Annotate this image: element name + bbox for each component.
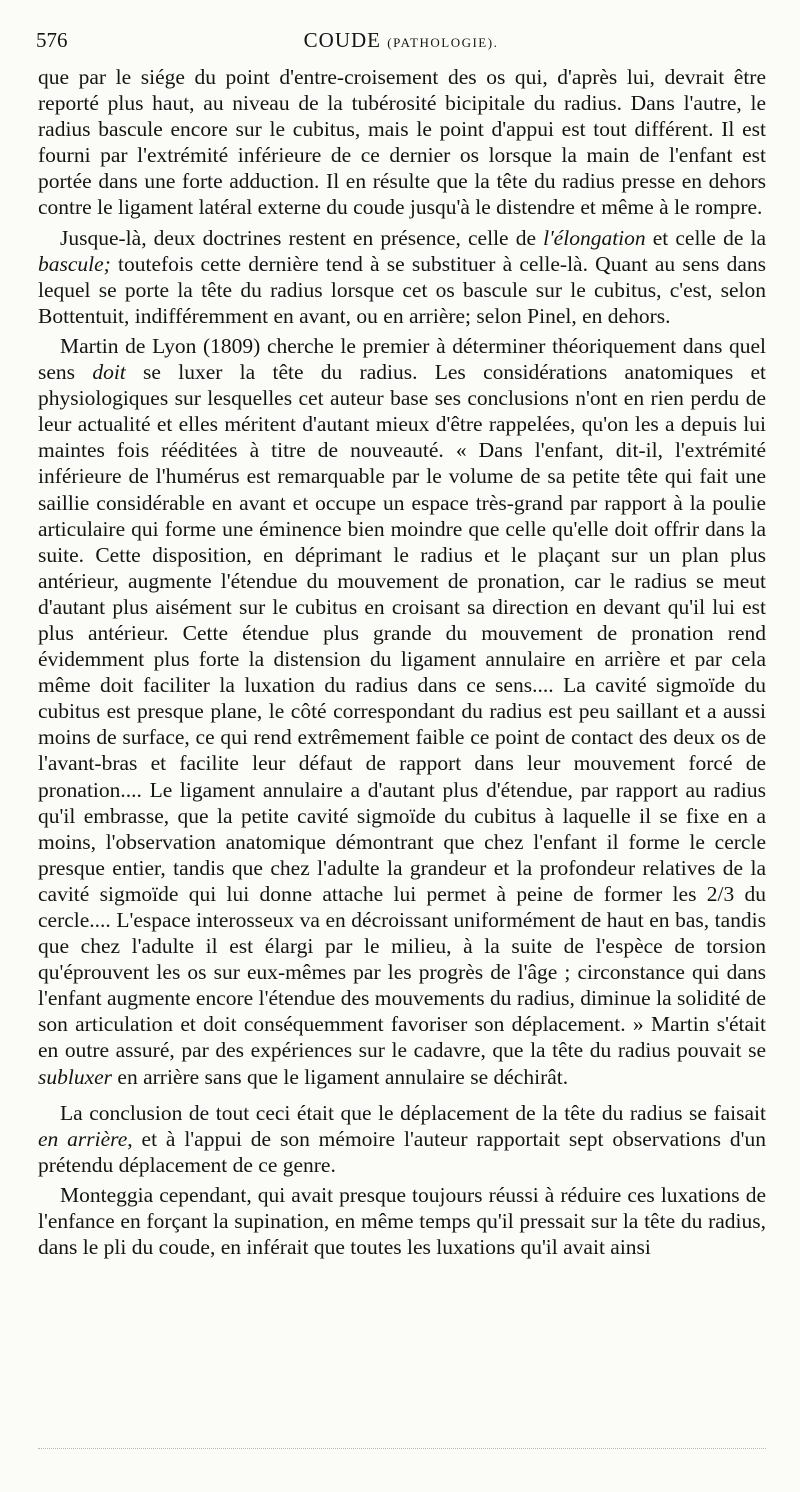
page-bottom-dots	[38, 1448, 766, 1449]
italic-term: doit	[92, 360, 126, 385]
paragraph-text: La conclusion de tout ceci était que le déplacement de la tête du radius se faisait	[60, 1100, 766, 1125]
running-head	[36, 28, 766, 53]
page-number: 576	[36, 28, 68, 52]
running-title: COUDE	[303, 28, 381, 52]
paragraph	[38, 1100, 766, 1178]
paragraph	[38, 225, 766, 329]
paragraph	[38, 333, 766, 1090]
paragraph-text: et celle de la	[645, 225, 766, 250]
paragraph-text: , et à l'appui de son mémoire l'auteur rapportait sept observations d'un prétendu déplacement de ce genre.	[38, 1126, 767, 1177]
paragraph-text: en arrière sans que le ligament annulaire se déchirât.	[112, 1064, 569, 1089]
paragraph-text: que par le siége du point d'entre-croisement des os qui, d'après lui, devrait être reporté plus haut, au niveau de la tubérosité bicipitale du radius. Dans l'autre, le radius bascule encore sur le cubitus, mais le point d'appui est tout différent. Il est fourni par l'extrémité inférieure de ce dernier os lorsque la main de l'enfant est portée dans une forte adduction. Il en résulte que la tête du radius presse en dehors contre le ligament latéral externe du coude jusqu'à le distendre et même à le rompre.	[38, 65, 766, 220]
italic-term: subluxer	[38, 1064, 113, 1089]
running-subtitle: (PATHOLOGIE).	[387, 35, 499, 50]
italic-term: bascule;	[38, 251, 111, 276]
paragraph	[38, 64, 766, 221]
page-header	[36, 28, 766, 58]
paragraph-text: Jusque-là, deux doctrines restent en présence, celle de	[60, 225, 544, 250]
paragraph-text: se luxer la tête du radius. Les considérations anatomiques et physiologiques sur lesquelles cet auteur base ses conclusions n'ont en rien perdu de leur actualité et elles méritent d'autant mieux d'être rappelées, qu'on les a depuis lui maintes fois rééditées à titre de nouveauté. « Dans l'enfant, dit-il, l'extrémité inférieure de l'humérus est remarquable par le volume de sa petite tête qui fait une saillie considérable en avant et occupe un espace très-grand par rapport à la poulie articulaire qui forme une éminence bien moindre que celle qu'elle doit offrir dans la suite. Cette disposition, en déprimant le radius et le plaçant sur un plan plus antérieur, augmente l'étendue du mouvement de pronation, car le radius se meut d'autant plus aisément sur le cubitus en croisant sa direction en devant qu'il lui est plus antérieur. Cette étendue plus grande du mouvement de pronation rend évidemment plus forte la distension du ligament annulaire en arrière et par cela même doit faciliter la luxation du radius dans ce sens.... La cavité sigmoïde du cubitus est presque plane, le côté correspondant du radius est peu saillant et a aussi moins de surface, ce qui rend extrêmement faible ce point de contact des deux os de l'avant-bras et facilite leur défaut de rapport dans leur mouvement forcé de pronation.... Le ligament annulaire a d'autant plus d'étendue, par rapport au radius qu'il embrasse, que la petite cavité sigmoïde du cubitus à laquelle il se fixe en a moins, l'observation anatomique démontrant que chez l'enfant il forme le cercle presque entier, tandis que chez l'adulte la grandeur et la profondeur relatives de la cavité sigmoïde qui lui donne attache lui permet à peine de former les 2/3 du cercle.... L'espace interosseux va en décroissant uniformément de haut en bas, tandis que chez l'adulte il est élargi par le milieu, à la suite de l'espèce de torsion qu'éprouvent les os sur eux-mêmes par les progrès de l'âge ; circonstance qui dans l'enfant augmente encore l'étendue des mouvements du radius, diminue la solidité de son articulation et doit conséquemment favoriser son déplacement. » Martin s'était en outre assuré, par des expériences sur le cadavre, que la tête du radius pouvait se	[38, 360, 767, 1063]
italic-term: en arrière	[38, 1126, 128, 1151]
body-text	[38, 64, 766, 1260]
paragraph	[38, 1182, 766, 1260]
paragraph-text: Monteggia cependant, qui avait presque toujours réussi à réduire ces luxations de l'enfance en forçant la supination, en même temps qu'il pressait sur la tête du radius, dans le pli du coude, en inférait que toutes les luxations qu'il avait ainsi	[38, 1182, 766, 1260]
paragraph-text: toutefois cette dernière tend à se substituer à celle-là. Quant au sens dans lequel se porte la tête du radius lorsque cet os bascule sur le cubitus, c'est, selon Bottentuit, indifféremment en avant, ou en arrière; selon Pinel, en dehors.	[38, 251, 766, 328]
paragraph-text: Martin de Lyon (1809) cherche le premier à déterminer théoriquement dans quel sens	[38, 333, 766, 385]
italic-term: l'élongation	[543, 225, 646, 250]
